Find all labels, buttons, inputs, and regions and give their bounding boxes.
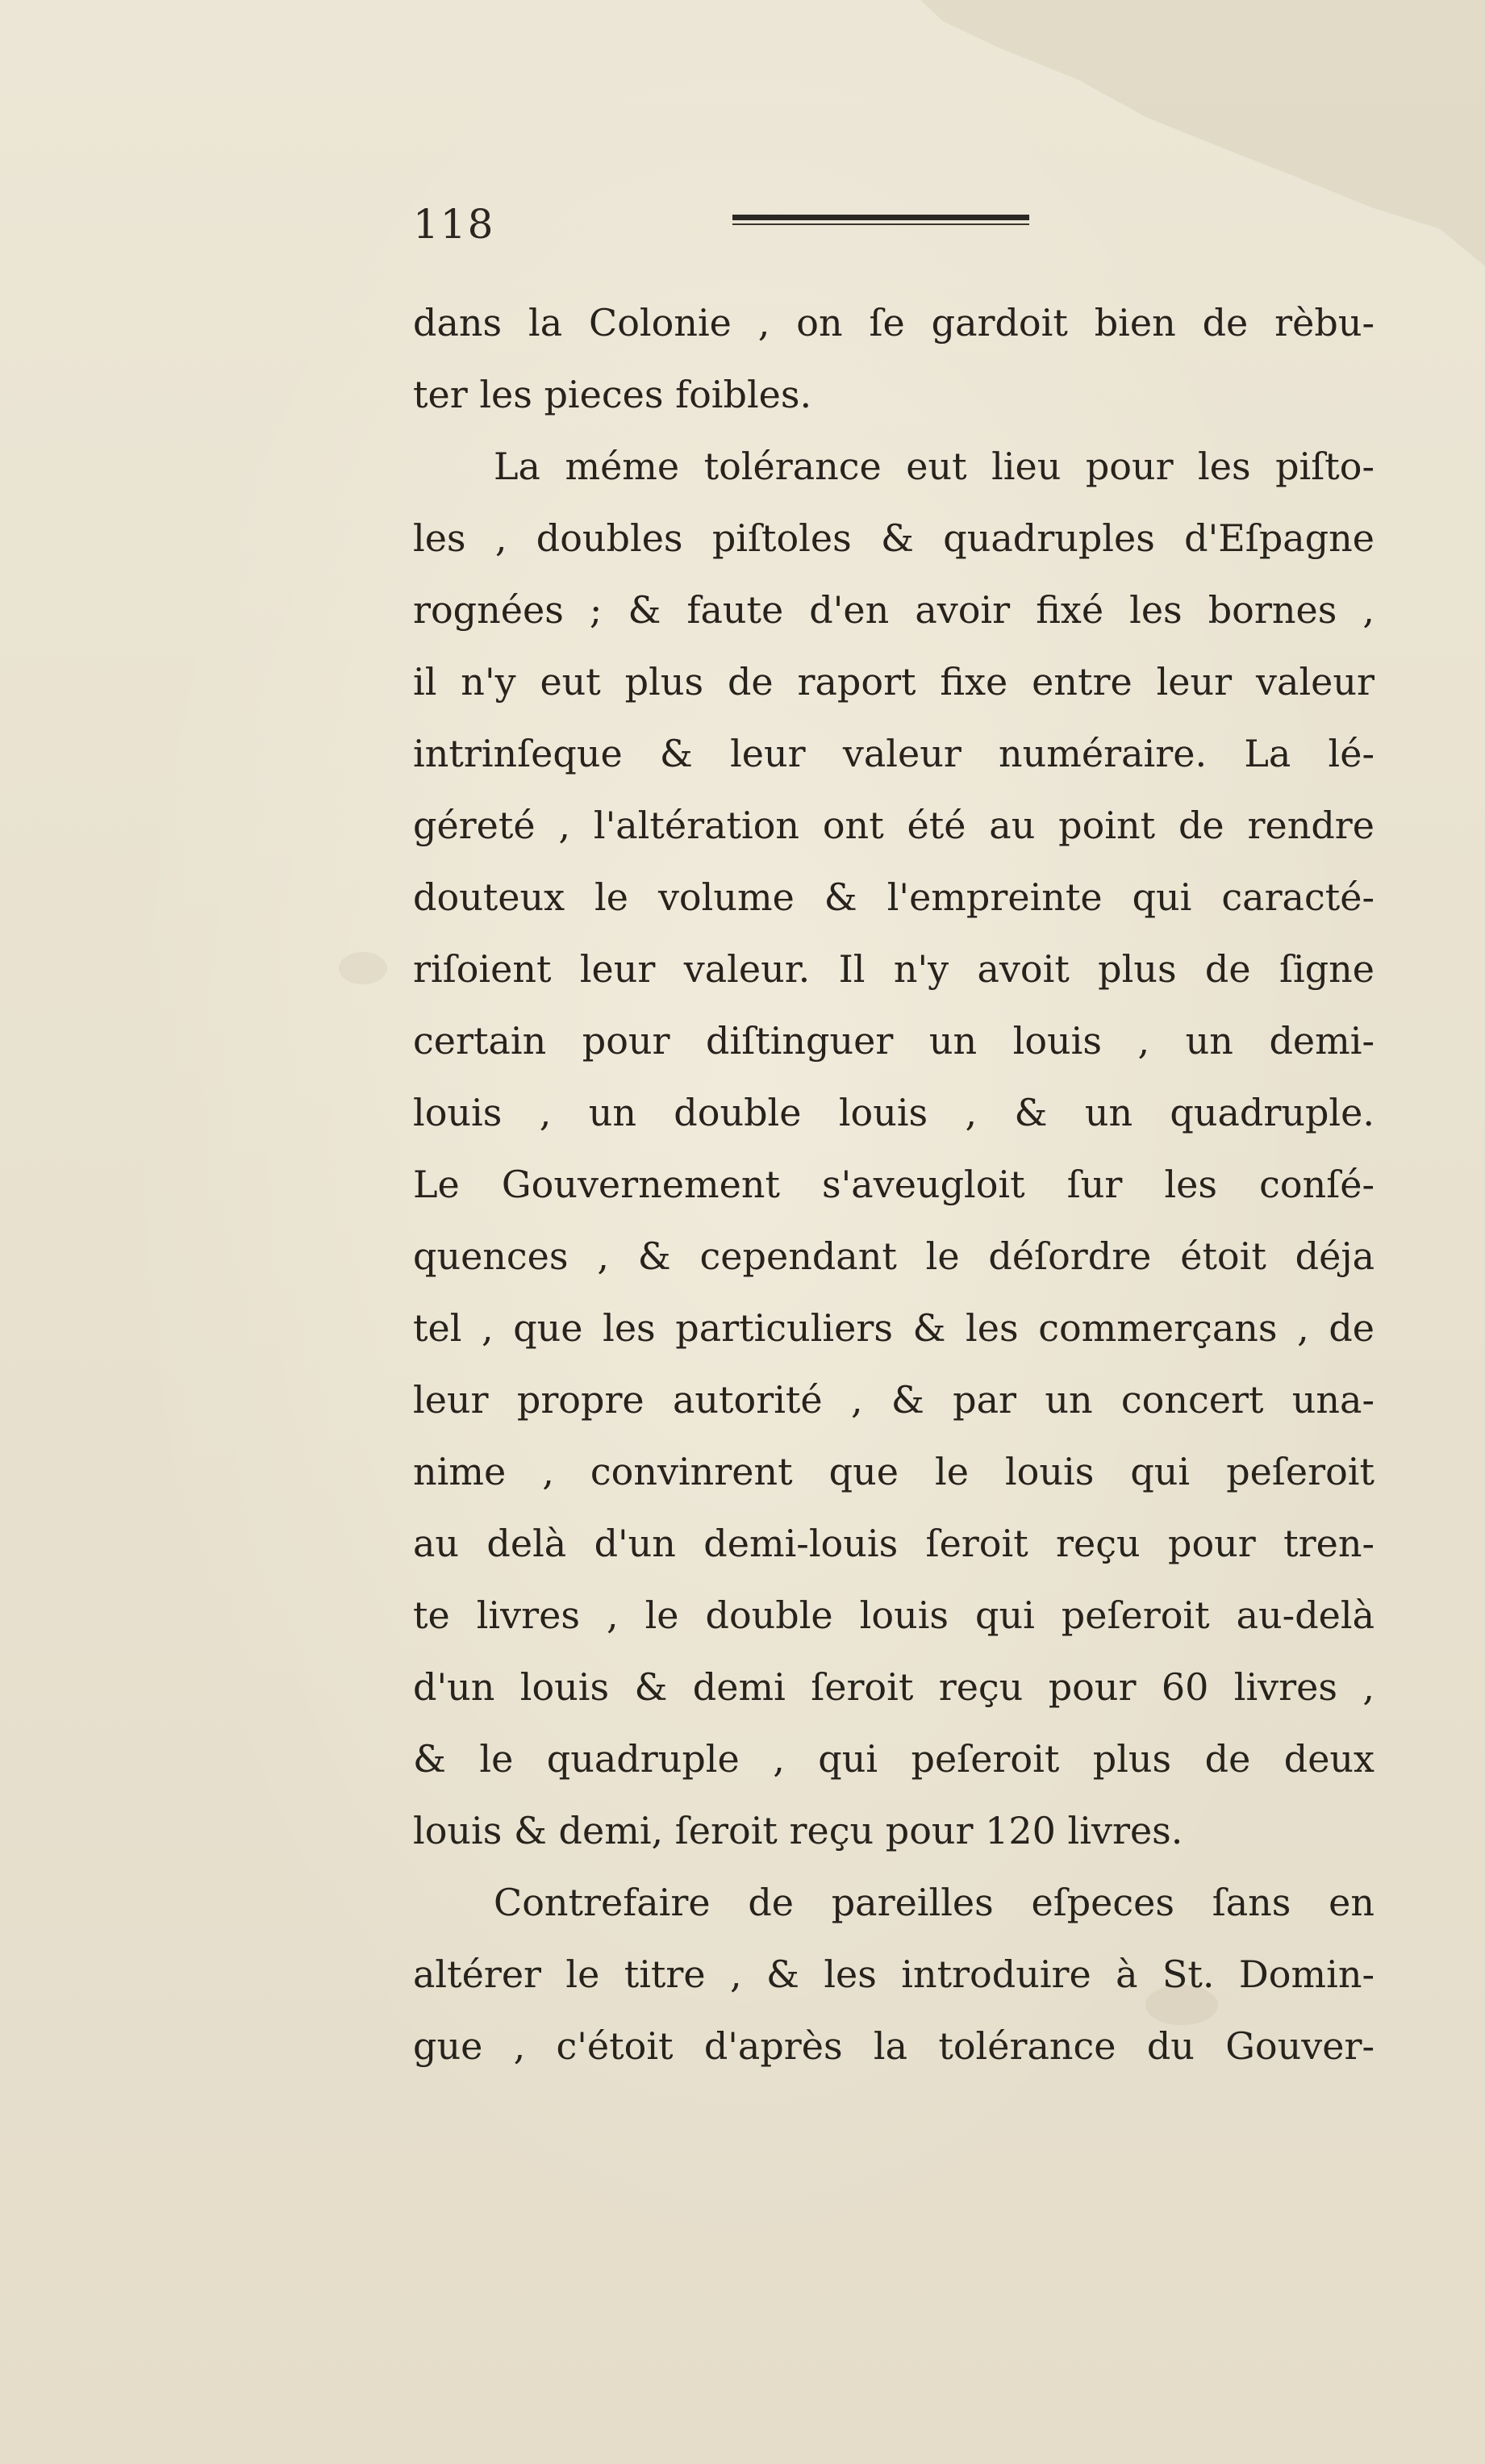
text-line: & le quadruple , qui peſeroit plus de deux bbox=[413, 1737, 1374, 1781]
text-line: La méme tolérance eut lieu pour les piſto- bbox=[494, 445, 1374, 488]
header-rule-thin bbox=[732, 223, 1029, 225]
text-line: dans la Colonie , on ſe gardoit bien de rèbu- bbox=[413, 301, 1374, 345]
text-line: louis & demi, ſeroit reçu pour 120 livres. bbox=[413, 1809, 1183, 1852]
text-line: au delà d'un demi-louis ſeroit reçu pour tren- bbox=[413, 1522, 1374, 1565]
text-line: leur propre autorité , & par un concert una- bbox=[413, 1378, 1374, 1422]
text-line: il n'y eut plus de raport fixe entre leur valeur bbox=[413, 660, 1374, 704]
text-line: certain pour diſtinguer un louis , un demi- bbox=[413, 1019, 1374, 1063]
text-line: douteux le volume & l'empreinte qui caracté- bbox=[413, 875, 1374, 919]
paper-stain bbox=[339, 952, 387, 984]
page-header bbox=[413, 200, 1026, 248]
text-line: gue , c'étoit d'après la tolérance du Gouver- bbox=[413, 2024, 1374, 2068]
text-line: te livres , le double louis qui peſeroit au-delà bbox=[413, 1593, 1374, 1637]
text-line: géreté , l'altération ont été au point de rendre bbox=[413, 804, 1374, 847]
text-line: riſoient leur valeur. Il n'y avoit plus de ſigne bbox=[413, 947, 1374, 991]
text-line: tel , que les particuliers & les commerçans , de bbox=[413, 1306, 1374, 1350]
text-line: louis , un double louis , & un quadruple. bbox=[413, 1091, 1374, 1134]
text-line: nime , convinrent que le louis qui peſeroit bbox=[413, 1450, 1374, 1493]
text-line: rognées ; & faute d'en avoir fixé les bornes , bbox=[413, 588, 1374, 632]
text-line: ter les pieces foibles. bbox=[413, 373, 812, 416]
header-rule bbox=[732, 215, 1029, 226]
text-line: les , doubles piſtoles & quadruples d'Eſpagne bbox=[413, 516, 1374, 560]
text-line: intrinſeque & leur valeur numéraire. La lé- bbox=[413, 732, 1374, 775]
text-line: quences , & cependant le déſordre étoit déja bbox=[413, 1234, 1374, 1278]
text-line: Contrefaire de pareilles eſpeces ſans en bbox=[494, 1881, 1374, 1924]
page-number: 118 bbox=[413, 201, 495, 248]
body-text bbox=[413, 287, 1374, 2082]
text-line: Le Gouvernement s'aveugloit ſur les conſé- bbox=[413, 1163, 1374, 1206]
text-line: altérer le titre , & les introduire à St. Domin- bbox=[413, 1952, 1374, 1996]
text-line: d'un louis & demi ſeroit reçu pour 60 livres , bbox=[413, 1665, 1374, 1709]
header-rule-thick bbox=[732, 215, 1029, 220]
